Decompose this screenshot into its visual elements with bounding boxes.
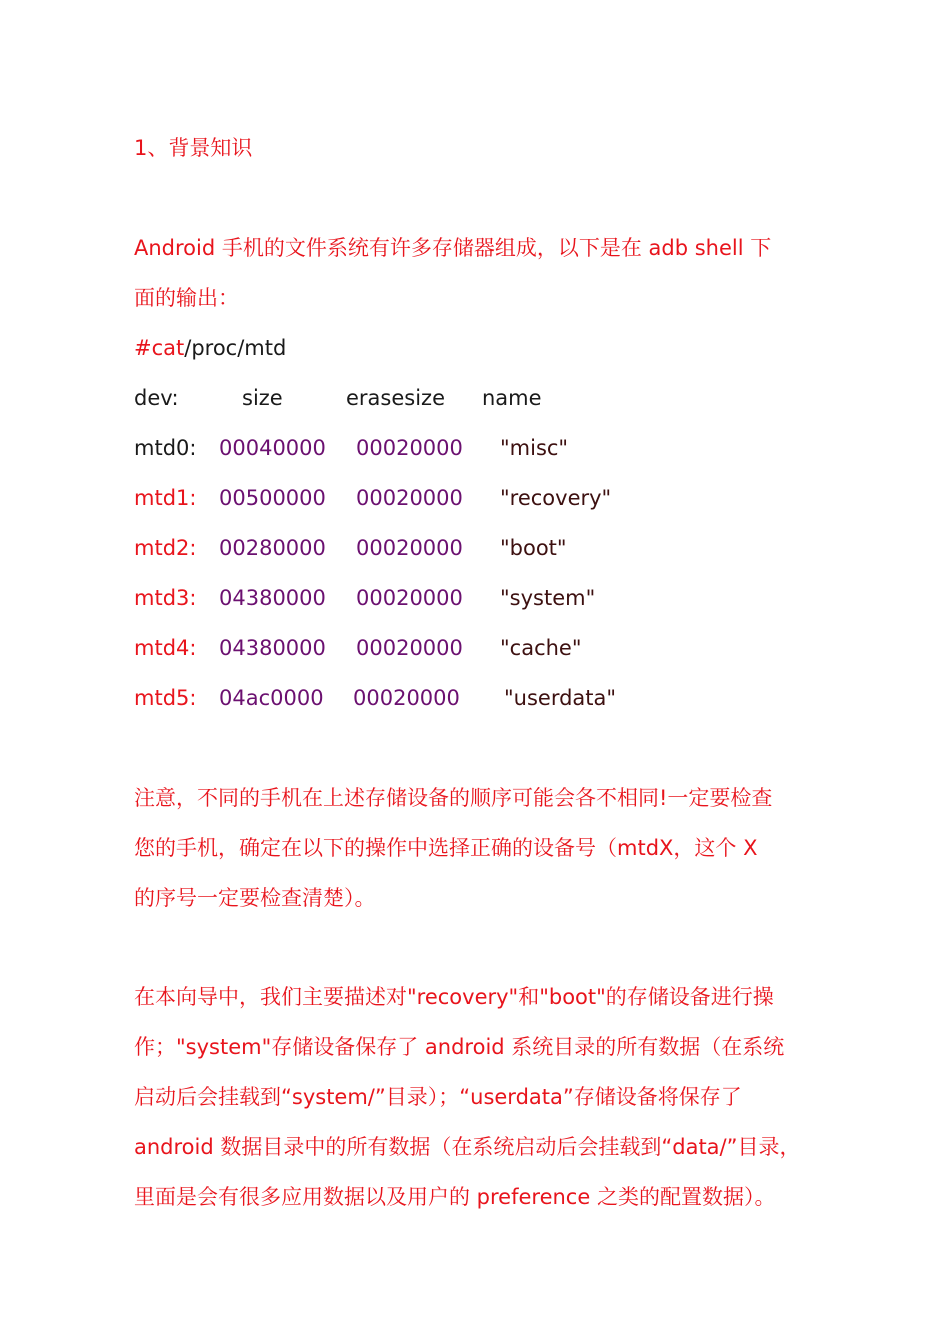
- row-name: "boot": [500, 536, 567, 560]
- row-name: "cache": [500, 636, 582, 660]
- row-erasesize: 00020000: [356, 436, 463, 460]
- row-dev: mtd1:: [134, 486, 197, 510]
- table-row: [134, 584, 834, 612]
- header-size: size: [242, 386, 283, 410]
- table-row: [134, 634, 834, 662]
- row-name: "userdata": [504, 686, 617, 710]
- command-line: [134, 334, 286, 362]
- row-erasesize: 00020000: [356, 586, 463, 610]
- row-dev: mtd5:: [134, 686, 197, 710]
- row-size: 04380000: [219, 586, 326, 610]
- row-erasesize: 00020000: [356, 636, 463, 660]
- row-size: 04ac0000: [219, 686, 324, 710]
- header-erasesize: erasesize: [346, 386, 446, 410]
- table-row: [134, 434, 834, 462]
- guide-line-2: 作；"system"存储设备保存了 android 系统目录的所有数据（在系统: [134, 1035, 785, 1059]
- row-dev: mtd4:: [134, 636, 197, 660]
- command-path: /proc/mtd: [184, 336, 287, 360]
- guide-line-4: android 数据目录中的所有数据（在系统启动后会挂载到“data/”目录，: [134, 1135, 801, 1159]
- guide-line-3: 启动后会挂载到“system/”目录）；“userdata”存储设备将保存了: [134, 1085, 742, 1109]
- row-dev: mtd2:: [134, 536, 197, 560]
- row-size: 00040000: [219, 436, 326, 460]
- intro-line-2: 面的输出：: [134, 286, 239, 310]
- command-hash-cat: #cat: [134, 336, 185, 360]
- guide-line-1: 在本向导中，我们主要描述对"recovery"和"boot"的存储设备进行操: [134, 985, 774, 1009]
- intro-line-1: Android 手机的文件系统有许多存储器组成，以下是在 adb shell 下: [134, 236, 772, 260]
- row-erasesize: 00020000: [356, 486, 463, 510]
- row-dev: mtd3:: [134, 586, 197, 610]
- row-size: 04380000: [219, 636, 326, 660]
- note-line-1: 注意，不同的手机在上述存储设备的顺序可能会各不相同!一定要检查: [134, 786, 773, 810]
- row-name: "misc": [500, 436, 569, 460]
- header-name: name: [482, 386, 542, 410]
- header-dev: dev:: [134, 386, 179, 410]
- row-erasesize: 00020000: [353, 686, 460, 710]
- row-erasesize: 00020000: [356, 536, 463, 560]
- row-dev: mtd0:: [134, 436, 197, 460]
- row-size: 00500000: [219, 486, 326, 510]
- table-row: [134, 534, 834, 562]
- row-size: 00280000: [219, 536, 326, 560]
- note-line-3: 的序号一定要检查清楚）。: [134, 886, 376, 910]
- row-name: "recovery": [500, 486, 612, 510]
- row-name: "system": [500, 586, 596, 610]
- table-row: [134, 684, 834, 712]
- section-heading: 1、背景知识: [134, 136, 253, 160]
- table-row: [134, 484, 834, 512]
- note-line-2: 您的手机，确定在以下的操作中选择正确的设备号（mtdX，这个 X: [134, 836, 758, 860]
- table-header: [134, 384, 834, 412]
- guide-line-5: 里面是会有很多应用数据以及用户的 preference 之类的配置数据）。: [134, 1185, 776, 1209]
